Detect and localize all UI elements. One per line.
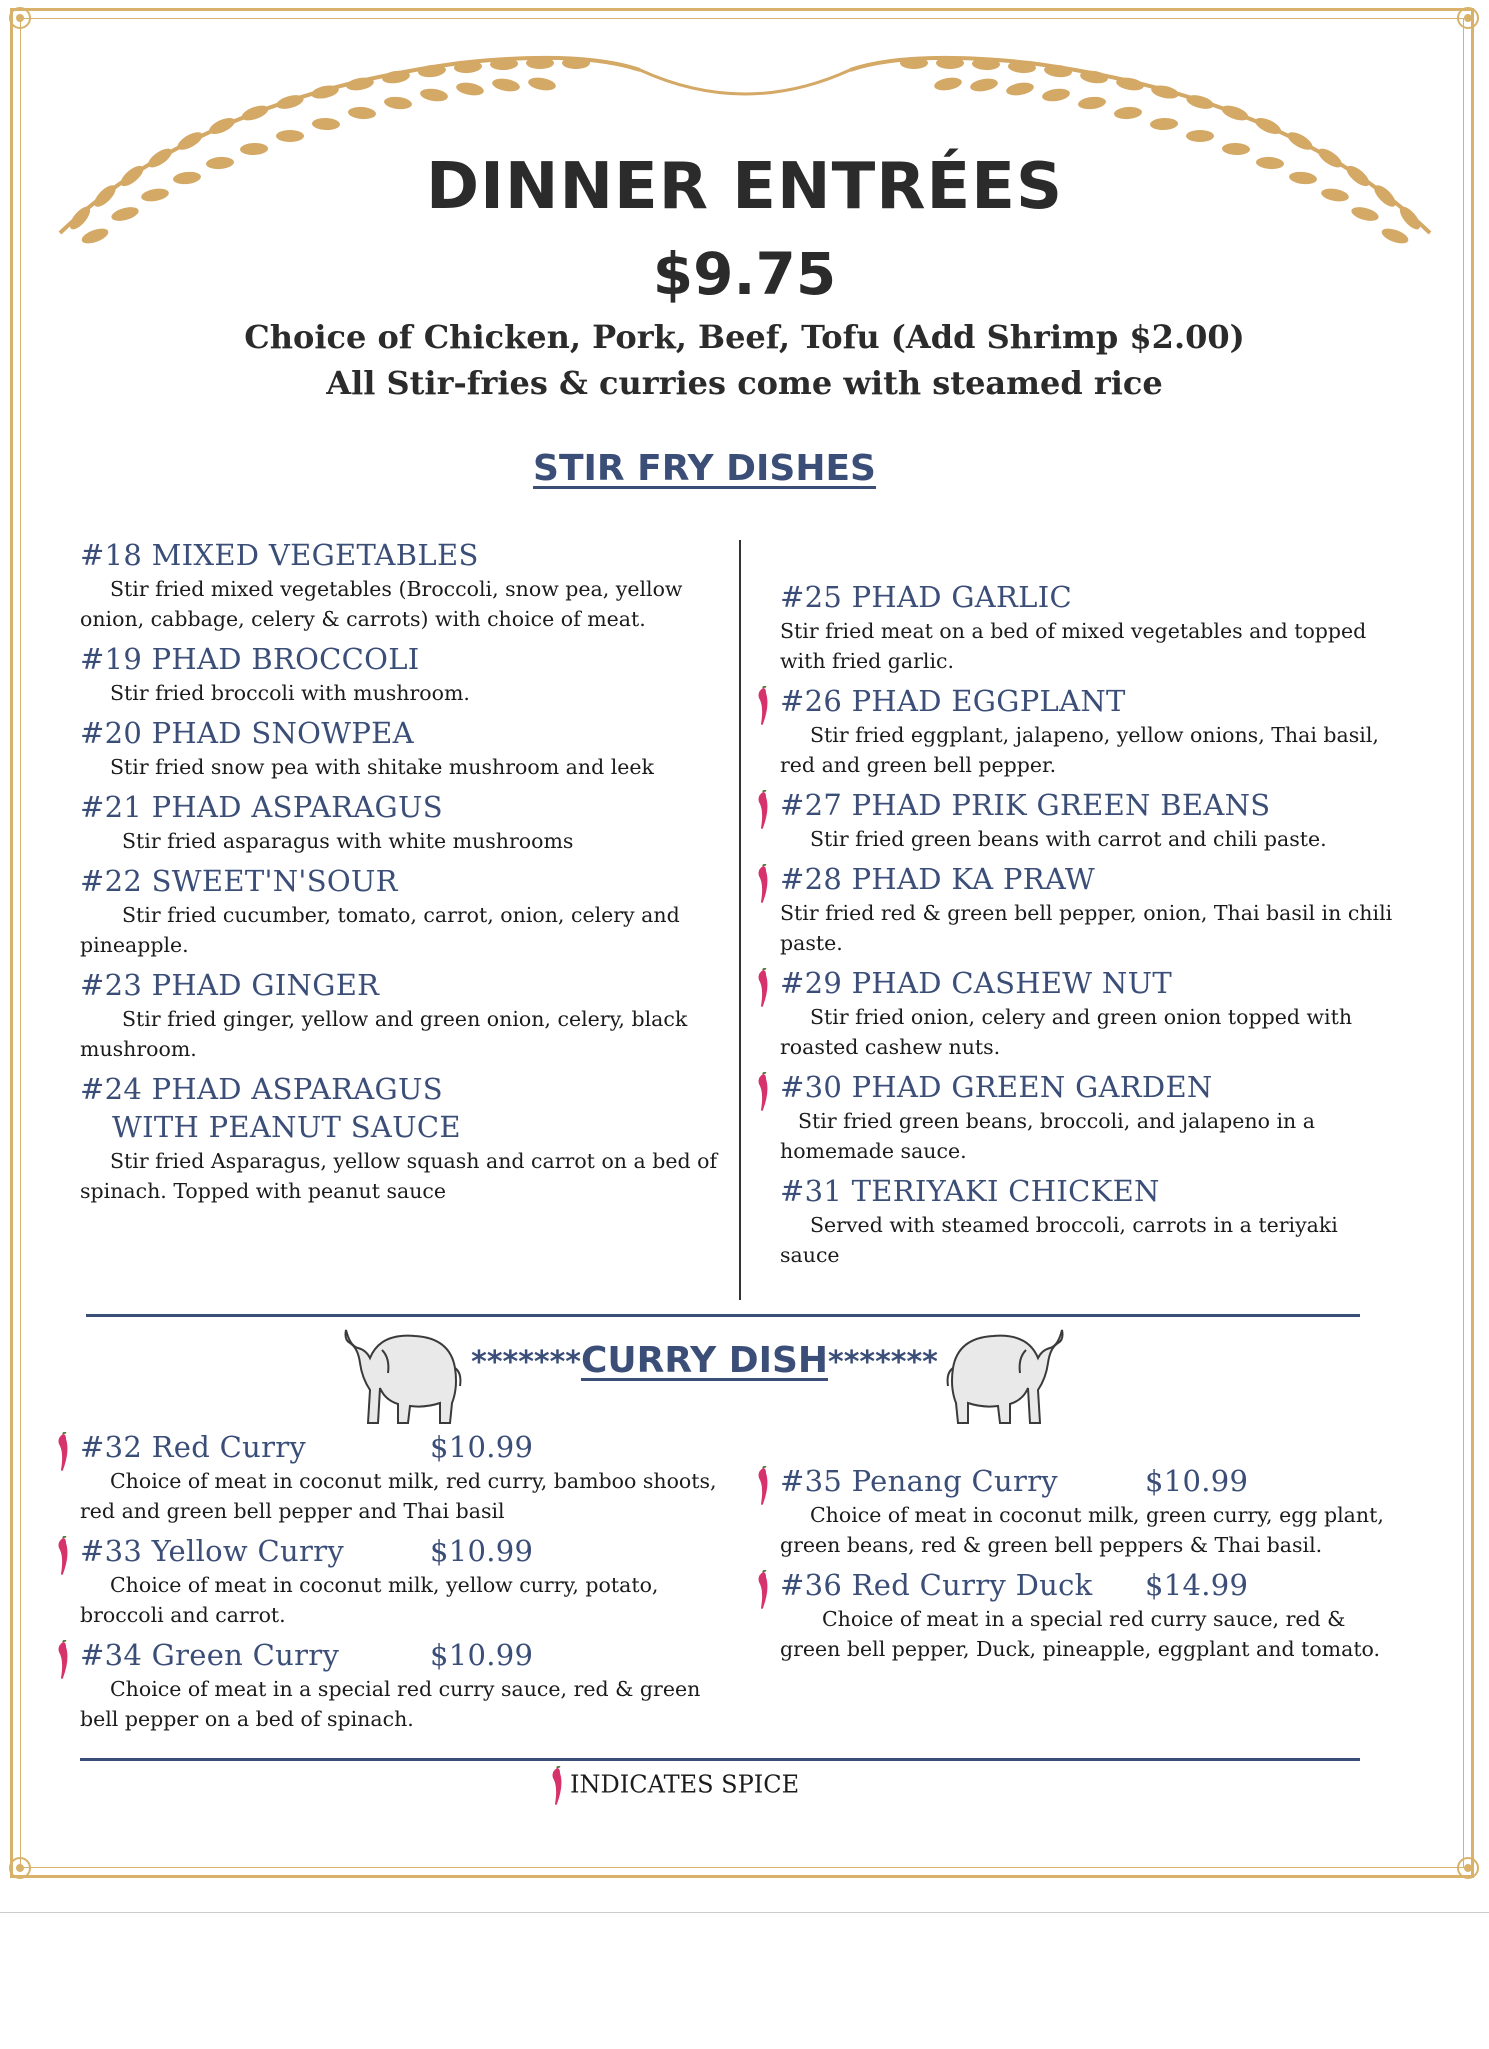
menu-item: [80, 714, 720, 782]
chili-pepper-icon: [754, 1072, 772, 1112]
menu-item-name-row: [80, 1428, 720, 1466]
corner-ornament-icon: [4, 1852, 36, 1884]
curry-section-heading: [0, 1340, 1409, 1381]
menu-item-name: #34 Green Curry: [80, 1638, 340, 1672]
menu-item: [780, 1462, 1400, 1560]
menu-item: [80, 1636, 720, 1734]
column-divider: [739, 540, 741, 1300]
menu-item: [780, 1068, 1400, 1166]
menu-item-price: $10.99: [430, 1430, 534, 1464]
curry-section-title: CURRY DISH: [580, 1340, 829, 1381]
menu-item: [780, 578, 1400, 676]
decorative-stars: *******: [471, 1345, 581, 1380]
menu-item-desc: Served with steamed broccoli, carrots in a teriyaki sauce: [780, 1213, 1338, 1267]
menu-item: [80, 966, 720, 1064]
menu-item-name-row: [80, 1532, 720, 1570]
menu-item-name: #32 Red Curry: [80, 1430, 307, 1464]
menu-item: [780, 860, 1400, 958]
section-divider: [80, 1758, 1360, 1761]
menu-item-desc: Choice of meat in coconut milk, red curry, bamboo shoots, red and green bell pepper and Thai basil: [80, 1469, 717, 1523]
menu-item-price: $14.99: [1145, 1568, 1249, 1602]
menu-item-desc: Stir fried mixed vegetables (Broccoli, snow pea, yellow onion, cabbage, celery & carrots) with choice of meat.: [80, 577, 683, 631]
menu-item: [80, 640, 720, 708]
menu-item-name: #28 PHAD KA PRAW: [780, 862, 1096, 896]
menu-item-desc: Stir fried onion, celery and green onion topped with roasted cashew nuts.: [780, 1005, 1353, 1059]
page-title: DINNER ENTRÉES: [425, 150, 1064, 224]
menu-item: [780, 786, 1400, 854]
protein-choice-text: Choice of Chicken, Pork, Beef, Tofu (Add Shrimp $2.00): [244, 318, 1245, 356]
spice-legend: [548, 1766, 799, 1806]
menu-item: [780, 1566, 1400, 1664]
menu-item-price: $10.99: [430, 1638, 534, 1672]
menu-item-name: #36 Red Curry Duck: [780, 1568, 1093, 1602]
menu-item-name: #22 SWEET'N'SOUR: [80, 864, 398, 898]
corner-ornament-icon: [4, 2, 36, 34]
menu-item-name: #19 PHAD BROCCOLI: [80, 642, 420, 676]
menu-item-desc: Stir fried eggplant, jalapeno, yellow onions, Thai basil, red and green bell pepper.: [780, 723, 1379, 777]
menu-item: [80, 1428, 720, 1526]
menu-item-name: #30 PHAD GREEN GARDEN: [780, 1070, 1213, 1104]
menu-item: [780, 682, 1400, 780]
menu-item-name-row: [780, 1462, 1400, 1500]
chili-pepper-icon: [754, 790, 772, 830]
menu-item-desc: Stir fried snow pea with shitake mushroom and leek: [110, 755, 654, 779]
menu-item-name-line2: WITH PEANUT SAUCE: [112, 1110, 461, 1144]
chili-pepper-icon: [754, 968, 772, 1008]
menu-item: [80, 788, 720, 856]
chili-pepper-icon: [754, 686, 772, 726]
menu-item: [780, 964, 1400, 1062]
menu-item-desc: Stir fried broccoli with mushroom.: [110, 681, 470, 705]
menu-item-desc: Choice of meat in a special red curry sauce, red & green bell pepper on a bed of spinach.: [80, 1677, 701, 1731]
menu-item-name: #25 PHAD GARLIC: [780, 580, 1072, 614]
chili-pepper-icon: [54, 1536, 72, 1576]
menu-item-name: #31 TERIYAKI CHICKEN: [780, 1174, 1160, 1208]
menu-item-desc: Stir fried Asparagus, yellow squash and carrot on a bed of spinach. Topped with peanut sauce: [80, 1149, 718, 1203]
rice-note-text: All Stir-fries & curries come with steamed rice: [326, 364, 1163, 402]
spice-legend-text: INDICATES SPICE: [570, 1770, 800, 1799]
entree-price: $9.75: [652, 240, 837, 308]
menu-item-desc: Stir fried asparagus with white mushrooms: [122, 829, 574, 853]
menu-item: [80, 1070, 720, 1206]
menu-item-name: #24 PHAD ASPARAGUS: [80, 1072, 443, 1106]
menu-item-name: #18 MIXED VEGETABLES: [80, 538, 479, 572]
menu-item-name: #21 PHAD ASPARAGUS: [80, 790, 443, 824]
stir-fry-left-column: [80, 536, 720, 1212]
menu-item-name-row: [780, 1566, 1400, 1604]
curry-right-column: [780, 1462, 1400, 1670]
menu-item: [780, 1172, 1400, 1270]
corner-ornament-icon: [1452, 2, 1484, 34]
menu-item-desc: Choice of meat in coconut milk, yellow curry, potato, broccoli and carrot.: [80, 1573, 659, 1627]
menu-item-price: $10.99: [1145, 1464, 1249, 1498]
chili-pepper-icon: [54, 1640, 72, 1680]
menu-item-desc: Stir fried green beans, broccoli, and jalapeno in a homemade sauce.: [780, 1109, 1315, 1163]
corner-ornament-icon: [1452, 1852, 1484, 1884]
menu-item-name: #29 PHAD CASHEW NUT: [780, 966, 1172, 1000]
menu-item-desc: Stir fried meat on a bed of mixed vegetables and topped with fried garlic.: [780, 619, 1367, 673]
page-bottom-margin: [0, 1912, 1489, 2049]
menu-item-desc: Stir fried green beans with carrot and chili paste.: [810, 827, 1327, 851]
menu-item-name: #33 Yellow Curry: [80, 1534, 345, 1568]
menu-item: [80, 536, 720, 634]
chili-pepper-icon: [754, 864, 772, 904]
menu-item-desc: Stir fried cucumber, tomato, carrot, onion, celery and pineapple.: [80, 903, 680, 957]
menu-item-name: #23 PHAD GINGER: [80, 968, 380, 1002]
menu-item-desc: Choice of meat in coconut milk, green curry, egg plant, green beans, red & green bell peppers & Thai basil.: [780, 1503, 1384, 1557]
menu-item-name: #20 PHAD SNOWPEA: [80, 716, 414, 750]
menu-item-name-row: [80, 1636, 720, 1674]
menu-item-name: #26 PHAD EGGPLANT: [780, 684, 1126, 718]
decorative-stars: *******: [828, 1345, 938, 1380]
section-divider: [86, 1314, 1360, 1317]
menu-item: [80, 862, 720, 960]
menu-item-price: $10.99: [430, 1534, 534, 1568]
chili-pepper-icon: [754, 1466, 772, 1506]
stir-fry-right-column: [780, 578, 1400, 1276]
chili-pepper-icon: [548, 1766, 566, 1806]
chili-pepper-icon: [54, 1432, 72, 1472]
menu-item-name: #27 PHAD PRIK GREEN BEANS: [780, 788, 1271, 822]
stir-fry-section-title: STIR FRY DISHES: [533, 448, 876, 489]
menu-item-name: #35 Penang Curry: [780, 1464, 1058, 1498]
menu-item-desc: Stir fried ginger, yellow and green onion, celery, black mushroom.: [80, 1007, 688, 1061]
menu-item-desc: Stir fried red & green bell pepper, onion, Thai basil in chili paste.: [780, 901, 1393, 955]
menu-item-desc: Choice of meat in a special red curry sauce, red & green bell pepper, Duck, pineapple, eggplant and tomato.: [780, 1607, 1381, 1661]
chili-pepper-icon: [754, 1570, 772, 1610]
menu-item: [80, 1532, 720, 1630]
curry-left-column: [80, 1428, 720, 1740]
